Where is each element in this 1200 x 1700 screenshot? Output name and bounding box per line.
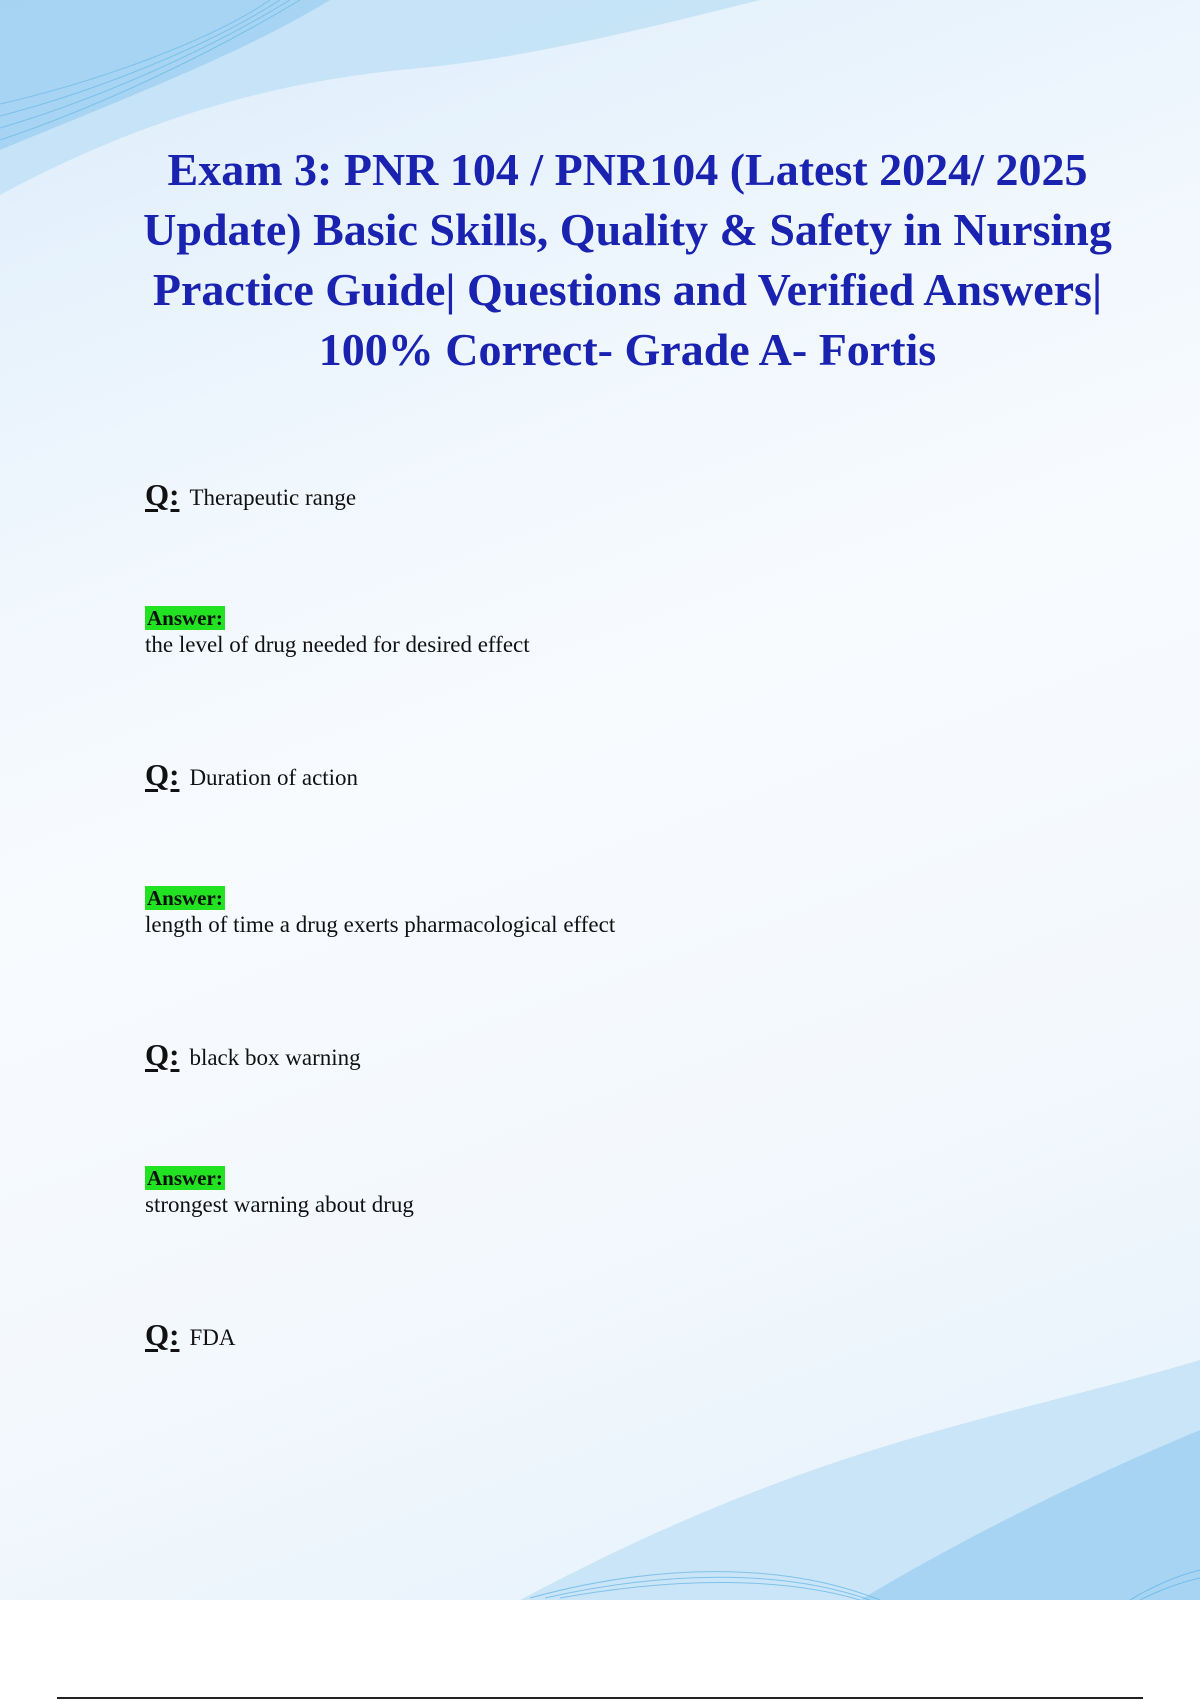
question-block	[145, 1037, 361, 1073]
question-text: Duration of action	[189, 765, 359, 790]
answer-block	[145, 1166, 414, 1220]
answer-label: Answer:	[147, 1166, 223, 1190]
answer-text: strongest warning about drug	[145, 1192, 414, 1217]
answer-block	[145, 886, 615, 940]
question-line	[145, 1317, 236, 1353]
question-label: Q:	[145, 477, 180, 512]
question-label: Q:	[145, 1317, 180, 1352]
answer-block	[145, 606, 530, 660]
answer-label: Answer:	[147, 886, 223, 910]
question-line	[145, 1037, 361, 1073]
question-label: Q:	[145, 1037, 180, 1072]
document-title: Exam 3: PNR 104 / PNR104 (Latest 2024/ 2025 Update) Basic Skills, Quality & Safety in Nursing Practice Guide| Questions and Verified Answers| 100% Correct- Grade A- Fortis	[143, 144, 1112, 375]
question-line	[145, 757, 359, 793]
answer-label: Answer:	[147, 606, 223, 630]
question-block	[145, 1317, 236, 1353]
question-block	[145, 477, 357, 513]
answer-text: the level of drug needed for desired effect	[145, 632, 530, 657]
question-label: Q:	[145, 757, 180, 792]
question-text: Therapeutic range	[189, 485, 357, 510]
answer-text: length of time a drug exerts pharmacological effect	[145, 912, 616, 937]
footer-divider	[57, 1697, 1143, 1699]
question-line	[145, 477, 357, 513]
question-text: FDA	[189, 1325, 236, 1350]
question-text: black box warning	[189, 1045, 361, 1070]
question-block	[145, 757, 359, 793]
